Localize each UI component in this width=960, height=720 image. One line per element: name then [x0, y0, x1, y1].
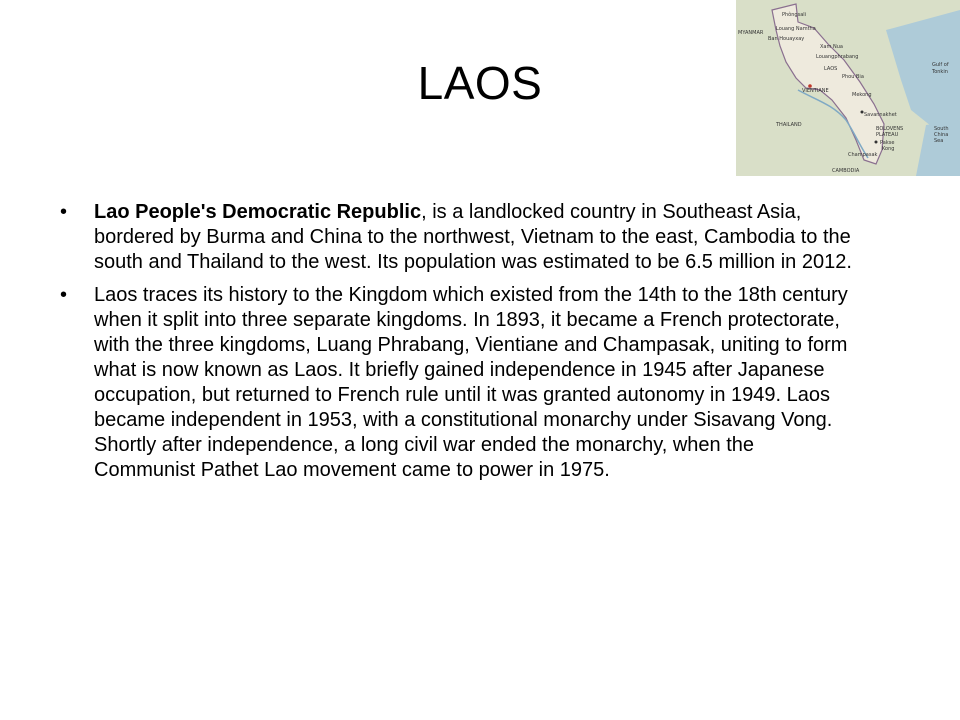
bullet-item-1 — [60, 200, 860, 275]
map-label-mekong: Mekong — [852, 92, 872, 98]
map-label-plateau: PLATEAU — [876, 132, 899, 138]
map-label-kong: Kong — [882, 146, 895, 152]
bullet-marker: • — [60, 201, 68, 223]
map-label-laos: LAOS — [824, 66, 838, 72]
bullet-list — [60, 200, 860, 491]
map-label-sea: Sea — [934, 138, 944, 144]
map-label-ban-houayxay: Ban Houayxay — [768, 36, 805, 42]
bullet-1-bold-text: Lao People's Democratic Republic — [94, 201, 422, 223]
map-label-cambodia: CAMBODIA — [832, 168, 860, 174]
map-label-gulf: Gulf of — [932, 62, 949, 68]
map-label-myanmar: MYANMAR — [738, 30, 764, 36]
map-label-savannakhet: Savannakhet — [864, 112, 897, 118]
map-label-louangphrabang: Louangphrabang — [816, 54, 859, 60]
map-label-vientiane: VIENTIANE — [802, 88, 829, 94]
map-label-champasak: Champasak — [848, 152, 878, 158]
map-label-tonkin: Tonkin — [932, 69, 948, 75]
map-label-south: South — [934, 126, 949, 132]
pakse-marker-icon — [875, 141, 878, 144]
map-label-xam-nua: Xam Nua — [820, 44, 843, 50]
map-label-china: China — [934, 132, 949, 138]
vientiane-marker-icon — [808, 84, 812, 88]
bullet-marker: • — [60, 284, 68, 306]
map-label-pakse: Pakse — [880, 140, 895, 146]
slide-title: LAOS — [417, 57, 543, 109]
bullet-item-2 — [60, 283, 860, 483]
map-label-phongsali: Phôngsali — [782, 12, 807, 18]
map-label-luang-namtha: Louang Namtha — [776, 26, 816, 32]
laos-map-image — [736, 0, 960, 176]
map-label-thailand: THAILAND — [776, 122, 802, 128]
map-label-phou-bia: Phou Bia — [842, 74, 864, 80]
map-label-bolovens: BOLOVENS — [876, 126, 904, 132]
bullet-1-text: , is a landlocked country in Southeast Asia, bordered by Burma and China to the northwest, Vietnam to the east, Cambodia to the south and Thailand to the west. Its population was estimated to be 6.5 million in 2012. — [94, 201, 852, 273]
savannakhet-marker-icon — [861, 111, 864, 114]
bullet-2-text: Laos traces its history to the Kingdom which existed from the 14th to the 18th century when it split into three separate kingdoms. In 1893, it became a French protectorate, with the three kingdoms, Luang Phrabang, Vientiane and Champasak, uniting to form what is now known as Laos. It briefly gained independence in 1945 after Japanese occupation, but returned to French rule until it was granted autonomy in 1949. Laos became independent in 1953, with a constitutional monarchy under Sisavang Vong. Shortly after independence, a long civil war ended the monarchy, when the Communist Pathet Lao movement came to power in 1975. — [94, 284, 848, 481]
